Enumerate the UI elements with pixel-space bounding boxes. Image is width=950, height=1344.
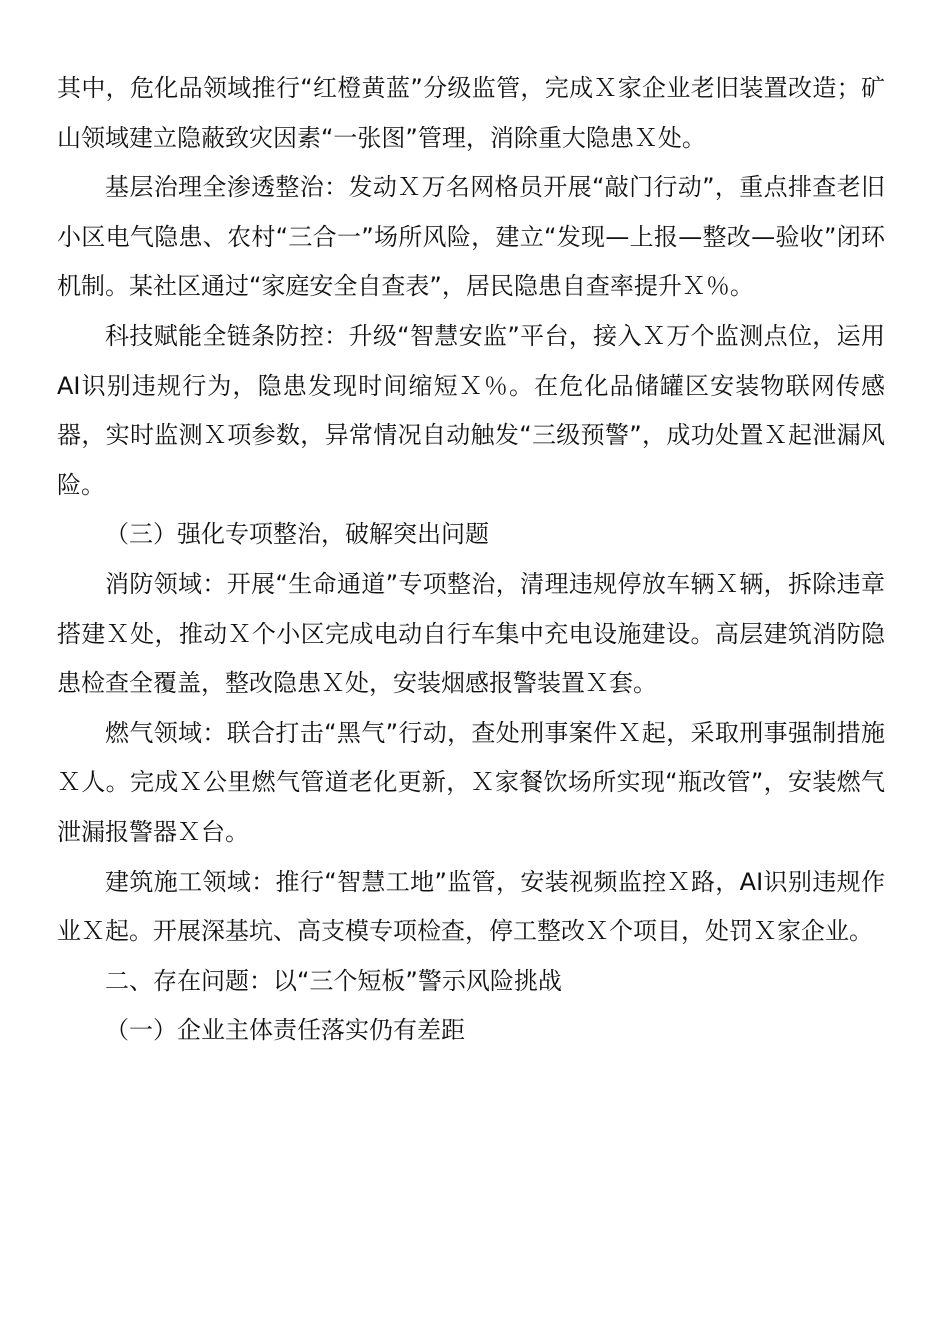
section-heading-special-rectification: （三）强化专项整治，破解突出问题 xyxy=(105,520,489,549)
subsection-heading-enterprise-responsibility: （一）企业主体责任落实仍有差距 xyxy=(105,1016,465,1045)
section-heading-existing-problems: 二、存在问题：以“三个短板”警示风险挑战 xyxy=(105,966,562,995)
document-page xyxy=(57,64,885,1056)
paragraph-technology-empowerment: 科技赋能全链条防控：升级“智慧安监”平台，接入Ｘ万个监测点位，运用AI识别违规行为，隐患发现时间缩短Ｘ％。在危化品储罐区安装物联网传感器，实时监测Ｘ项参数，异常情况自动触发“三级预警”，成功处置Ｘ起泄漏风险。 xyxy=(57,321,885,499)
paragraph-hazardous-chemicals-mining: 其中，危化品领域推行“红橙黄蓝”分级监管，完成Ｘ家企业老旧装置改造；矿山领域建立隐蔽致灾因素“一张图”管理，消除重大隐患Ｘ处。 xyxy=(57,74,885,152)
paragraph-gas-safety: 燃气领域：联合打击“黑气”行动，查处刑事案件Ｘ起，采取刑事强制措施Ｘ人。完成Ｘ公里燃气管道老化更新，Ｘ家餐饮场所实现“瓶改管”，安装燃气泄漏报警器Ｘ台。 xyxy=(57,718,885,846)
paragraph-fire-protection: 消防领域：开展“生命通道”专项整治，清理违规停放车辆Ｘ辆，拆除违章搭建Ｘ处，推动Ｘ个小区完成电动自行车集中充电设施建设。高层建筑消防隐患检查全覆盖，整改隐患Ｘ处，安装烟感报警装置Ｘ套。 xyxy=(57,569,885,698)
paragraph-grassroots-governance: 基层治理全渗透整治：发动Ｘ万名网格员开展“敲门行动”，重点排查老旧小区电气隐患、农村“三合一”场所风险，建立“发现—上报—整改—验收”闭环机制。某社区通过“家庭安全自查表”，居民隐患自查率提升Ｘ％。 xyxy=(57,173,885,301)
paragraph-construction: 建筑施工领域：推行“智慧工地”监管，安装视频监控Ｘ路，AI识别违规作业Ｘ起。开展深基坑、高支模专项检查，停工整改Ｘ个项目，处罚Ｘ家企业。 xyxy=(57,867,885,946)
